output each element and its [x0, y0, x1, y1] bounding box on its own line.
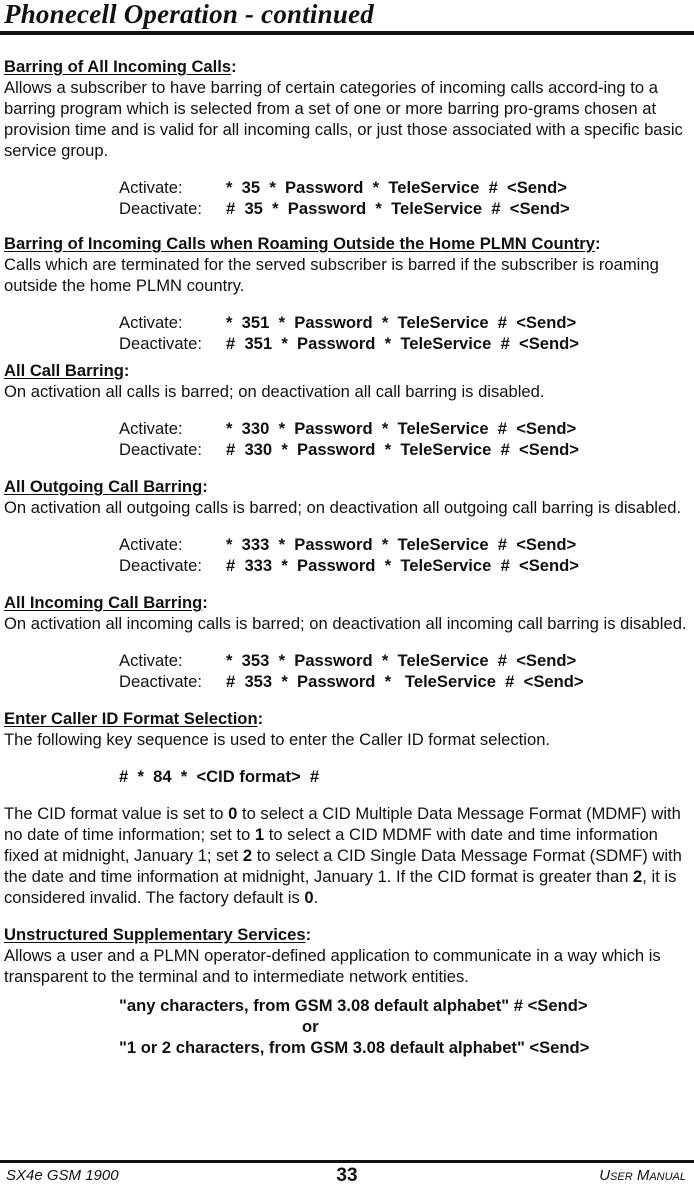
activate-sequence: * 353 * Password * TeleService # <Send> — [226, 651, 577, 670]
section-description: Calls which are terminated for the served subscriber is barred if the subscriber is roaming outside the home PLMN country. — [4, 255, 659, 295]
section-description: On activation all calls is barred; on deactivation all call barring is disabled. — [4, 382, 545, 401]
ussd-line-1: "any characters, from GSM 3.08 default alphabet" # <Send> — [119, 996, 588, 1015]
code-block — [119, 177, 690, 219]
deactivate-row — [119, 333, 690, 354]
section-all-call-barring — [4, 360, 690, 460]
section-heading: All Call Barring: — [4, 361, 130, 380]
deactivate-row — [119, 439, 690, 460]
deactivate-label: Deactivate: — [119, 199, 203, 218]
section-heading: Barring of Incoming Calls when Roaming Outside the Home PLMN Country: — [4, 234, 601, 253]
footer-rule — [0, 1160, 694, 1163]
cid-key-sequence: # * 84 * <CID format> # — [119, 767, 320, 786]
deactivate-label: Deactivate: — [119, 556, 203, 575]
section-all-outgoing-barring — [4, 476, 690, 576]
deactivate-row — [119, 555, 690, 576]
deactivate-row — [119, 671, 690, 692]
activate-row — [119, 418, 690, 439]
activate-sequence: * 330 * Password * TeleService # <Send> — [226, 419, 577, 438]
section-description: On activation all outgoing calls is barred; on deactivation all outgoing call barring is disabled. — [4, 498, 682, 517]
code-block — [119, 418, 690, 460]
deactivate-label: Deactivate: — [119, 672, 203, 691]
section-barring-roaming — [4, 233, 690, 354]
section-heading: All Outgoing Call Barring: — [4, 477, 208, 496]
footer-model: SX4e GSM 1900 — [6, 1167, 119, 1184]
activate-label: Activate: — [119, 651, 183, 670]
section-heading: Unstructured Supplementary Services: — [4, 925, 312, 944]
ussd-line-2: "1 or 2 characters, from GSM 3.08 default alphabet" <Send> — [119, 1038, 590, 1057]
code-block — [119, 650, 690, 692]
activate-label: Activate: — [119, 313, 183, 332]
activate-row — [119, 650, 690, 671]
deactivate-sequence: # 330 * Password * TeleService # <Send> — [226, 440, 579, 459]
activate-row — [119, 177, 690, 198]
deactivate-sequence: # 35 * Password * TeleService # <Send> — [226, 199, 570, 218]
page-number: 33 — [336, 1165, 358, 1186]
section-description: Allows a user and a PLMN operator-defined application to communicate in a way which is transparent to the terminal and to intermediate network entities. — [4, 946, 661, 986]
deactivate-label: Deactivate: — [119, 334, 203, 353]
section-description: The following key sequence is used to enter the Caller ID format selection. — [4, 730, 551, 749]
activate-label: Activate: — [119, 178, 183, 197]
deactivate-row — [119, 198, 690, 219]
section-heading: Barring of All Incoming Calls: — [4, 57, 237, 76]
section-heading: All Incoming Call Barring: — [4, 593, 208, 612]
header-rule — [0, 31, 694, 35]
activate-row — [119, 312, 690, 333]
footer-manual: User Manual — [599, 1167, 686, 1184]
section-description: On activation all incoming calls is barred; on deactivation all incoming call barring is disabled. — [4, 614, 687, 633]
page-footer — [0, 1165, 694, 1185]
activate-row — [119, 534, 690, 555]
deactivate-sequence: # 351 * Password * TeleService # <Send> — [226, 334, 579, 353]
activate-sequence: * 351 * Password * TeleService # <Send> — [226, 313, 577, 332]
section-ussd — [4, 924, 690, 1058]
code-block — [119, 312, 690, 354]
deactivate-sequence: # 333 * Password * TeleService # <Send> — [226, 556, 579, 575]
section-barring-all-incoming — [4, 56, 690, 219]
deactivate-sequence: # 353 * Password * TeleService # <Send> — [226, 672, 584, 691]
section-heading: Enter Caller ID Format Selection: — [4, 709, 264, 728]
activate-label: Activate: — [119, 419, 183, 438]
activate-sequence: * 333 * Password * TeleService # <Send> — [226, 535, 577, 554]
code-block — [119, 534, 690, 576]
page-title: Phonecell Operation - continued — [4, 0, 374, 29]
cid-format-explanation: The CID format value is set to 0 to select a CID Multiple Data Message Format (MDMF) with no date of time information; set to 1 to select a CID MDMF with date and time information fixed at midnight, January 1; set 2 to select a CID Single Data Message Format (SDMF) with the date and time information at midnight, January 1. If the CID format is greater than 2, it is considered invalid. The factory default is 0. — [4, 804, 682, 907]
section-caller-id-format — [4, 708, 690, 908]
section-all-incoming-barring — [4, 592, 690, 692]
ussd-sequences — [119, 995, 690, 1058]
section-description: Allows a subscriber to have barring of certain categories of incoming calls accord-ing to a barring program which is selected from a set of one or more barring pro-grams chosen at provision time and is valid for all incoming calls, or just those associated with a specific basic service group. — [4, 78, 683, 160]
document-body — [4, 56, 690, 1058]
deactivate-label: Deactivate: — [119, 440, 203, 459]
activate-sequence: * 35 * Password * TeleService # <Send> — [226, 178, 567, 197]
ussd-or: or — [302, 1017, 319, 1036]
activate-label: Activate: — [119, 535, 183, 554]
